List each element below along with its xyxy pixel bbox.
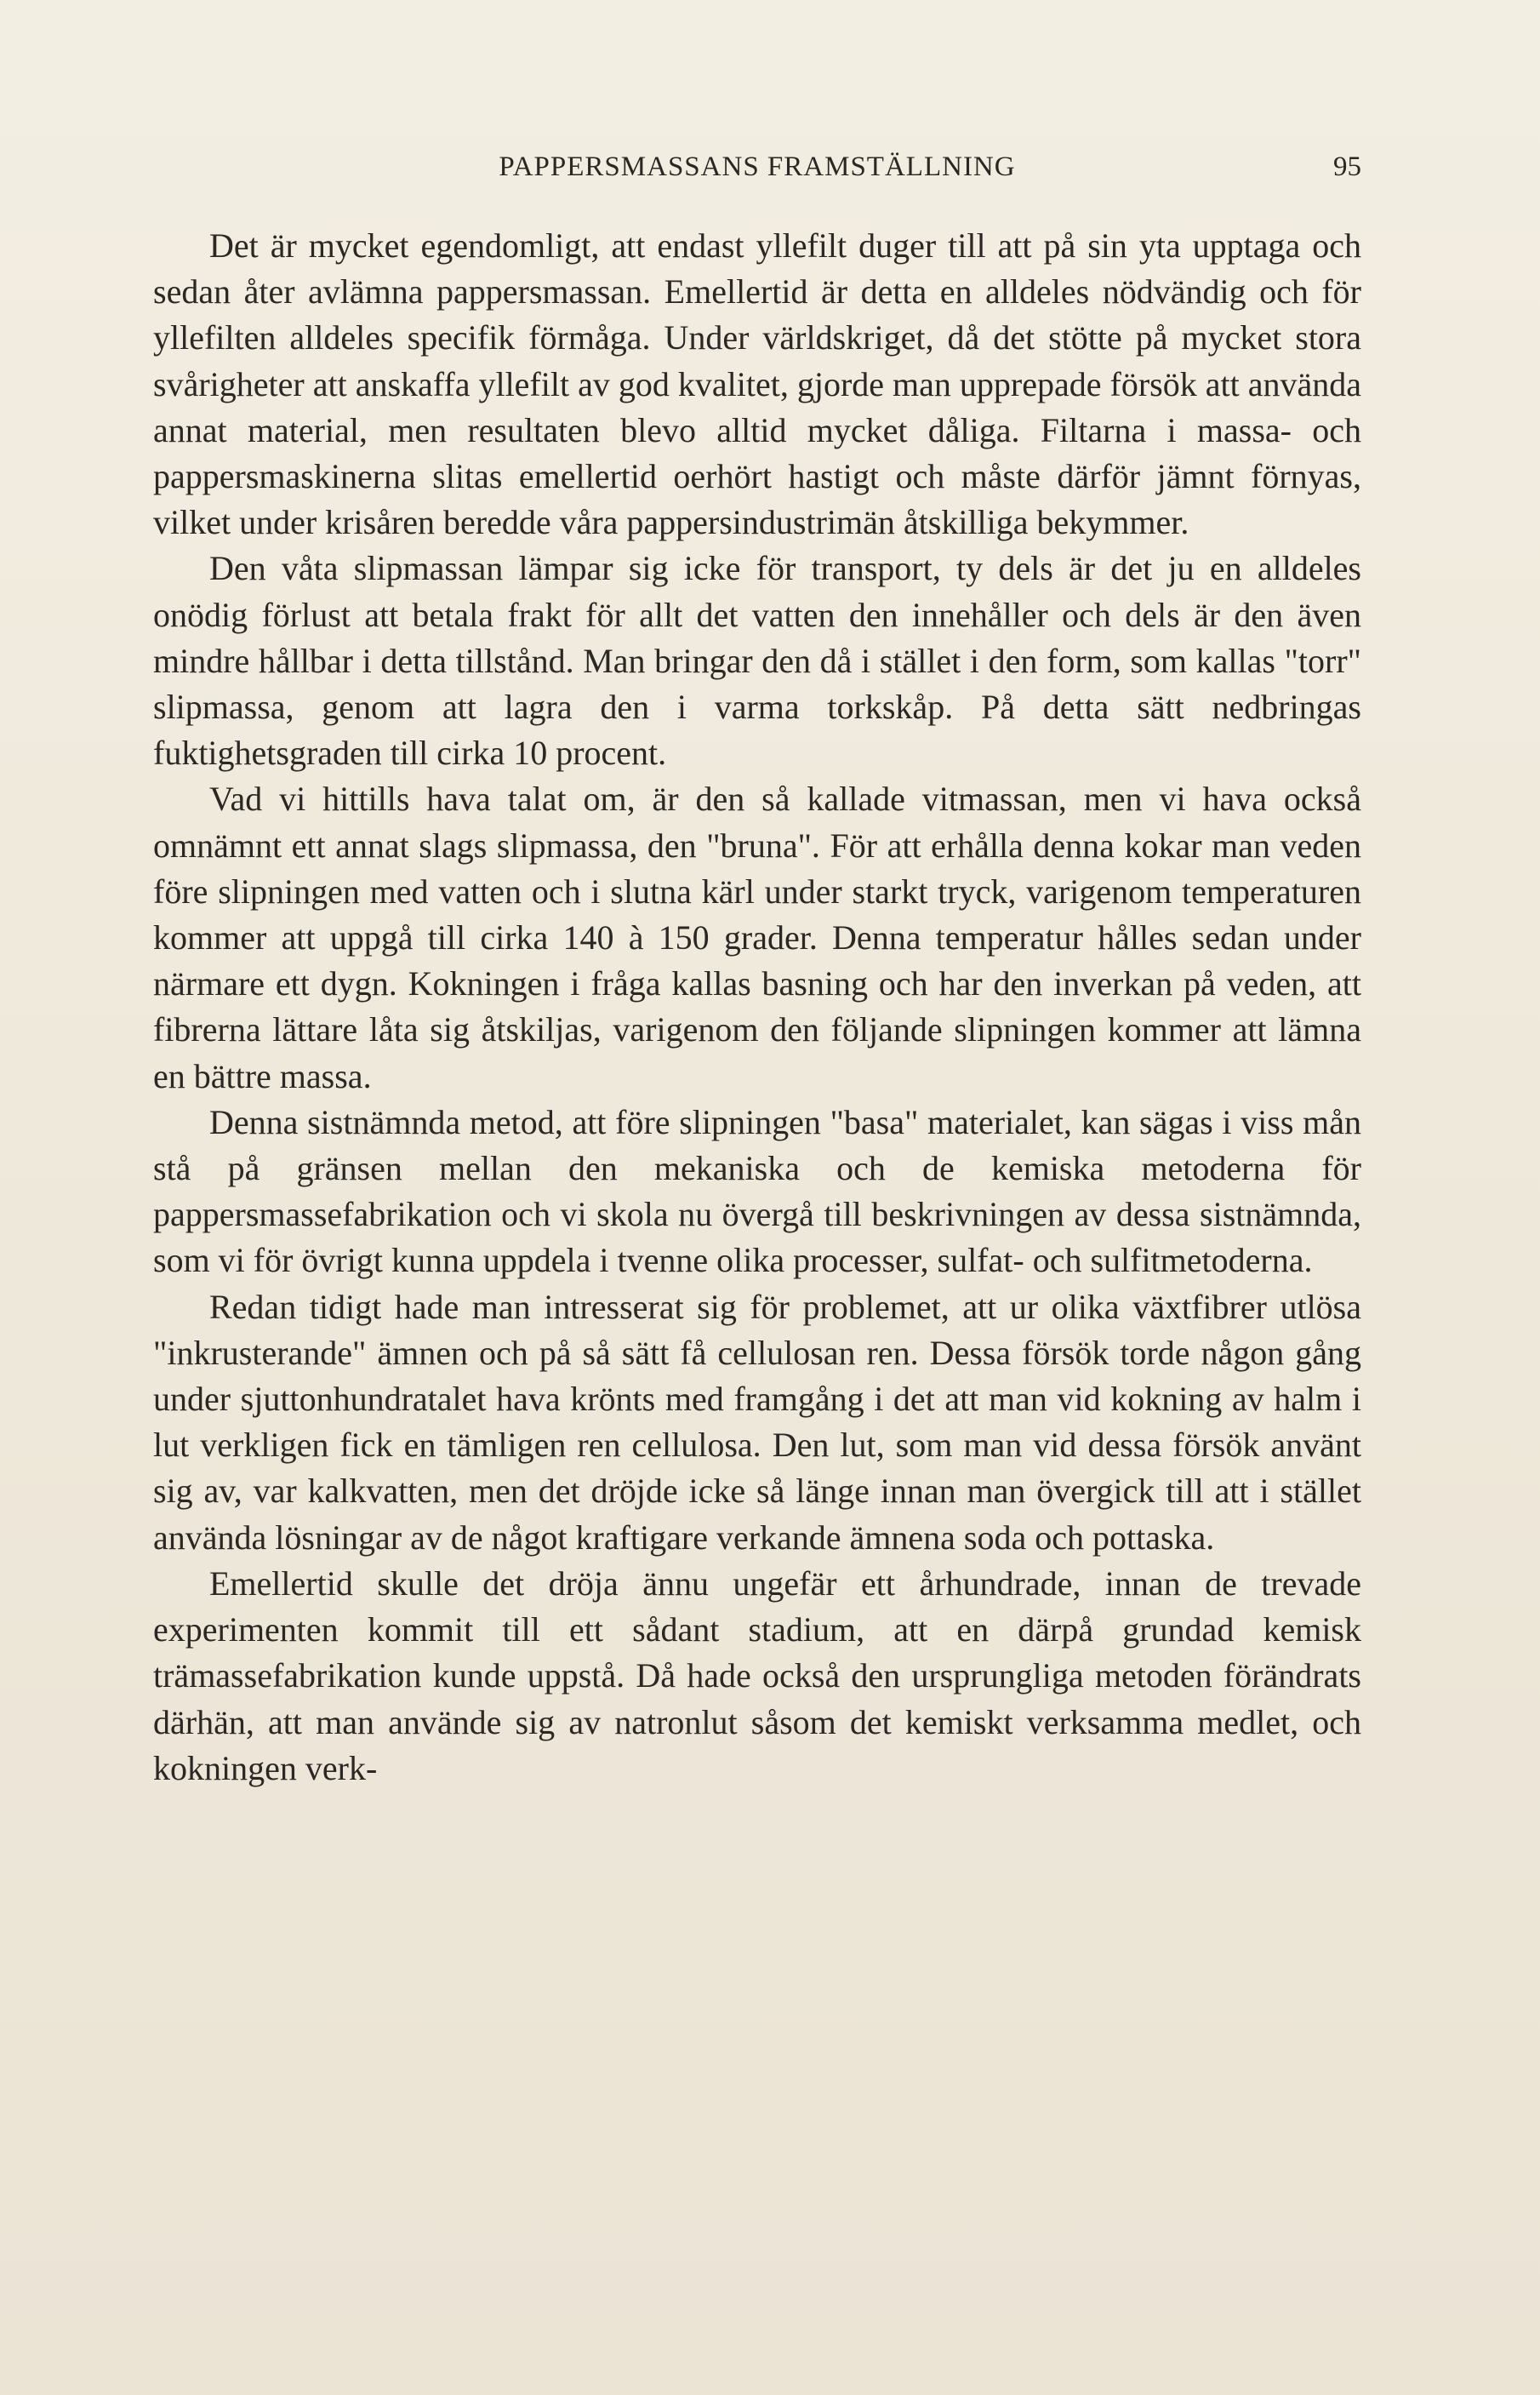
running-title: PAPPERSMASSANS FRAMSTÄLLNING: [499, 151, 1016, 182]
paragraph-1: Det är mycket egendomligt, att endast yllefilt duger till att på sin yta upptaga och sedan åter avlämna pappersmassan. Emellertid är detta en alldeles nödvändig och för yllefilten alldeles specifik förmåga. Under världskriget, då det stötte på mycket stora svårigheter att anskaffa yllefilt av god kvalitet, gjorde man upprepade försök att använda annat material, men resultaten blevo alltid mycket dåliga. Filtarna i massa- och pappersmaskinerna slitas emellertid oerhört hastigt och måste därför jämnt förnyas, vilket under krisåren beredde våra pappersindustrimän åtskilliga bekymmer.: [153, 226, 1361, 542]
paragraph-2: Den våta slipmassan lämpar sig icke för transport, ty dels är det ju en alldeles onödig förlust att betala frakt för allt det vatten den innehåller och dels är den även mindre hållbar i detta tillstånd. Man bringar den då i stället i den form, som kallas "torr" slipmassa, genom att lagra den i varma torkskåp. På detta sätt nedbringas fuktighetsgraden till cirka 10 procent.: [153, 549, 1361, 773]
paragraph-6: Emellertid skulle det dröja ännu ungefär ett århundrade, innan de trevade experimenten kommit till ett sådant stadium, att en därpå grundad kemisk trämassefabrikation kunde uppstå. Då hade också den ursprungliga metoden förändrats därhän, att man använde sig av natronlut såsom det kemiskt verksamma medlet, och kokningen verk-: [153, 1563, 1361, 1787]
body-text: [153, 223, 1361, 1792]
page-header: [153, 151, 1361, 203]
paragraph-3: Vad vi hittills hava talat om, är den så kallade vitmassan, men vi hava också omnämnt ett annat slags slipmassa, den "bruna". För att erhålla denna kokar man veden före slipningen med vatten och i slutna kärl under starkt tryck, varigenom temperaturen kommer att uppgå till cirka 140 à 150 grader. Denna temperatur hålles sedan under närmare ett dygn. Kokningen i fråga kallas basning och har den inverkan på veden, att fibrerna lättare låta sig åtskiljas, varigenom den följande slipningen kommer att lämna en bättre massa.: [153, 780, 1361, 1095]
paragraph-5: Redan tidigt hade man intresserat sig för problemet, att ur olika växtfibrer utlösa "inkrusterande" ämnen och på så sätt få cellulosan ren. Dessa försök torde någon gång under sjuttonhundratalet hava krönts med framgång i det att man vid kokning av halm i lut verkligen fick en tämligen ren cellulosa. Den lut, som man vid dessa försök använt sig av, var kalkvatten, men det dröjde icke så länge innan man övergick till att i stället använda lösningar av de något kraftigare verkande ämnena soda och pottaska.: [153, 1287, 1361, 1557]
paragraph-4: Denna sistnämnda metod, att före slipningen "basa" materialet, kan sägas i viss mån stå på gränsen mellan den mekaniska och de kemiska metoderna för pappersmassefabrikation och vi skola nu övergå till beskrivningen av dessa sistnämnda, som vi för övrigt kunna uppdela i tvenne olika processer, sulfat- och sulfitmetoderna.: [153, 1102, 1361, 1280]
page-number: 95: [1333, 151, 1361, 182]
